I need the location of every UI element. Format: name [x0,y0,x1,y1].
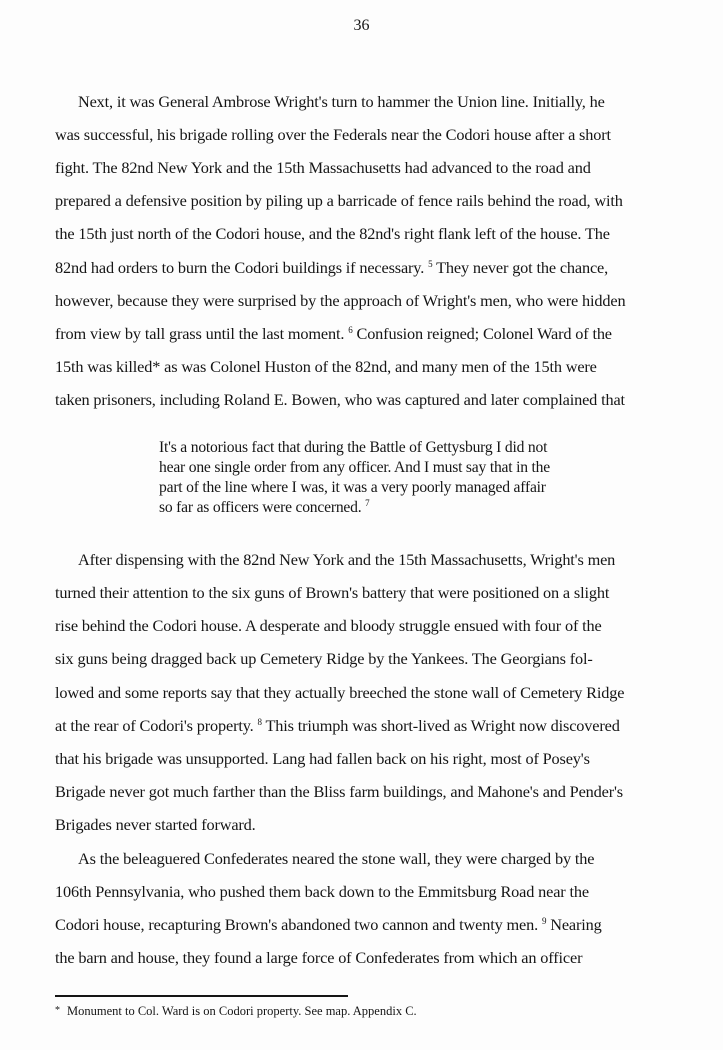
text-segment: 82nd had orders to burn the Codori buildings if necessary. [55,258,425,277]
text-line: 15th was killed* as was Colonel Huston of the 82nd, and many men of the 15th were [55,357,597,376]
footnote-marker: * [55,1005,60,1016]
footnote-ref: 8 [257,717,262,727]
text-segment: so far as officers were concerned. [159,499,362,516]
footnote [55,1004,417,1019]
text-line: fight. The 82nd New York and the 15th Massachusetts had advanced to the road and [55,158,591,177]
text-segment: Nearing [550,915,602,934]
footnote-ref: 9 [541,916,547,926]
quote-line: hear one single order from any officer. And I must say that in the [159,459,550,476]
text-segment: They never got the chance, [436,258,609,277]
text-line: the 15th just north of the Codori house, and the 82nd's right flank left of the house. The [55,224,610,243]
text-line: six guns being dragged back up Cemetery Ridge by the Yankees. The Georgians fol- [55,649,593,668]
quote-line: part of the line where I was, it was a very poorly managed affair [159,479,546,496]
text-segment: Confusion reigned; Colonel Ward of the [356,324,612,343]
text-line [55,716,620,736]
quote-line: It's a notorious fact that during the Battle of Gettysburg I did not [159,439,548,456]
footnote-ref: 5 [428,259,433,269]
text-line: rise behind the Codori house. A desperate and bloody struggle ensued with four of the [55,616,602,635]
text-segment: This triumph was short-lived as Wright now discovered [265,716,620,735]
text-line: Next, it was General Ambrose Wright's turn to hammer the Union line. Initially, he [78,92,605,111]
text-line: however, because they were surprised by the approach of Wright's men, who were hidden [55,291,626,310]
text-line [55,324,612,344]
text-line: After dispensing with the 82nd New York and the 15th Massachusetts, Wright's men [78,550,616,569]
text-line: Brigade never got much farther than the Bliss farm buildings, and Mahone's and Pender's [55,782,623,801]
text-line [55,915,602,935]
text-line: that his brigade was unsupported. Lang had fallen back on his right, most of Posey's [55,749,590,768]
page-number: 36 [353,17,370,34]
text-line: prepared a defensive position by piling up a barricade of fence rails behind the road, with [55,191,623,210]
footnote-ref: 7 [365,498,370,508]
quote-line [159,499,369,517]
text-segment: at the rear of Codori's property. [55,716,254,735]
text-line: taken prisoners, including Roland E. Bowen, who was captured and later complained that [55,390,625,409]
text-segment: Codori house, recapturing Brown's abandoned two cannon and twenty men. [55,915,539,934]
text-line: As the beleaguered Confederates neared the stone wall, they were charged by the [78,849,595,868]
text-line: turned their attention to the six guns of Brown's battery that were positioned on a slight [55,583,610,602]
text-line: the barn and house, they found a large force of Confederates from which an officer [55,948,583,967]
footnote-separator [55,995,348,997]
text-segment: from view by tall grass until the last moment. [55,324,345,343]
footnote-ref: 6 [348,325,353,335]
text-line: was successful, his brigade rolling over the Federals near the Codori house after a short [55,125,611,144]
text-line: Brigades never started forward. [55,815,256,834]
footnote-text: Monument to Col. Ward is on Codori property. See map. Appendix C. [67,1004,417,1018]
text-line: lowed and some reports say that they actually breeched the stone wall of Cemetery Ridge [55,683,625,702]
text-line: 106th Pennsylvania, who pushed them back down to the Emmitsburg Road near the [55,882,589,901]
text-line [55,258,608,278]
